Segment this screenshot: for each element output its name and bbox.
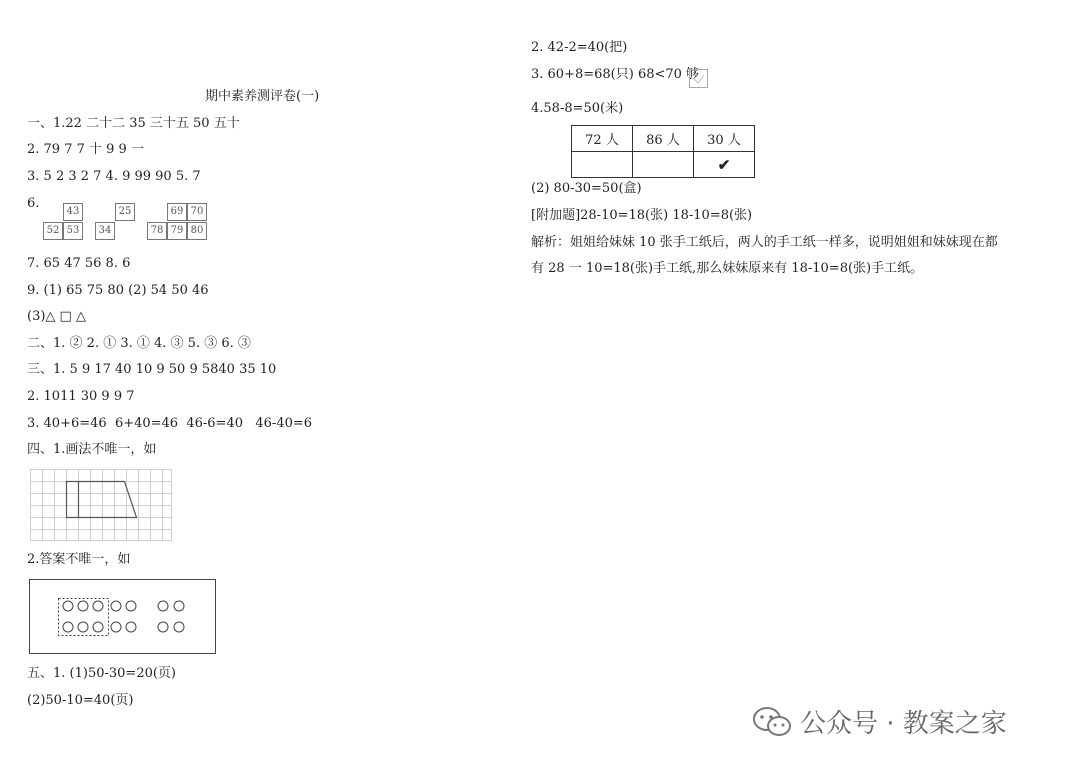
answer-line-7: 7. 65 47 56 8. 6	[27, 256, 131, 271]
answer-line-6-label: 6.	[27, 196, 40, 211]
watermark	[752, 703, 1007, 740]
table-row	[572, 152, 755, 178]
answer-section-4-1: 四、1.画法不唯一，如	[27, 442, 157, 457]
answer-line-9: 9. (1) 65 75 80 (2) 54 50 46	[27, 283, 209, 298]
check-mark-cell: ✔	[694, 152, 755, 178]
right-line-5: (2) 80-30=50(盒)	[531, 181, 642, 196]
answer-section-3-2: 2. 1011 30 9 9 7	[27, 389, 135, 404]
table-cell: 30 人	[694, 126, 755, 152]
circles-diagram	[29, 579, 217, 655]
grid-drawing	[30, 469, 172, 542]
answer-line-9b: (3)△ □ △	[27, 309, 86, 324]
answer-section-5-1: 五、1. (1)50-30=20(页)	[27, 666, 177, 681]
grid-cell: 69	[167, 203, 187, 221]
answer-line-3: 3. 5 2 3 2 7 4. 9 99 90 5. 7	[27, 169, 201, 184]
grid-cell: 52	[43, 222, 63, 240]
right-line-2: 2. 42-2=40(把)	[531, 40, 628, 55]
answer-section-3-3: 3. 40+6=46 6+40=46 46-6=40 46-40=6	[27, 416, 313, 431]
watermark-text: 公众号 · 教案之家	[800, 709, 1007, 739]
grid-cell: 70	[187, 203, 207, 221]
table-cell: 86 人	[633, 126, 694, 152]
right-line-6: [附加题]28-10=18(张) 18-10=8(张)	[531, 208, 753, 223]
result-table	[571, 125, 755, 178]
right-line-3: 3. 60+8=68(只) 68<70 够	[531, 67, 700, 82]
grid-cell: 34	[95, 222, 115, 240]
table-cell: 72 人	[572, 126, 633, 152]
answer-section-2: 二、1. ② 2. ① 3. ① 4. ③ 5. ③ 6. ③	[27, 336, 251, 351]
right-line-4: 4.58-8=50(米)	[531, 101, 624, 116]
grid-cell: 79	[167, 222, 187, 240]
grid-cell: 25	[115, 203, 135, 221]
table-row	[572, 126, 755, 152]
grid-cell: 80	[187, 222, 207, 240]
dashed-group-box	[59, 599, 109, 636]
right-line-8: 有 28 一 10=18(张)手工纸,那么妹妹原来有 18-10=8(张)手工纸。	[531, 261, 924, 276]
wechat-icon	[752, 706, 792, 738]
answer-section-4-2: 2.答案不唯一，如	[27, 552, 131, 567]
answer-section-5-2: (2)50-10=40(页)	[27, 693, 134, 708]
answer-line-2: 2. 79 7 7 十 9 9 一	[27, 142, 144, 157]
grid-cell: 53	[63, 222, 83, 240]
answer-line-1: 一、1.22 二十二 35 三十五 50 五十	[27, 116, 240, 131]
grid-cell: 78	[147, 222, 167, 240]
check-box	[689, 69, 708, 88]
grid-cell: 43	[63, 203, 83, 221]
page-title: 期中素养测评卷(一)	[205, 89, 320, 104]
table-cell	[633, 152, 694, 178]
table-cell	[572, 152, 633, 178]
right-line-7: 解析：姐姐给妹妹 10 张手工纸后，两人的手工纸一样多，说明姐姐和妹妹现在都	[531, 235, 998, 250]
answer-section-3-1: 三、1. 5 9 17 40 10 9 50 9 5840 35 10	[27, 362, 277, 377]
